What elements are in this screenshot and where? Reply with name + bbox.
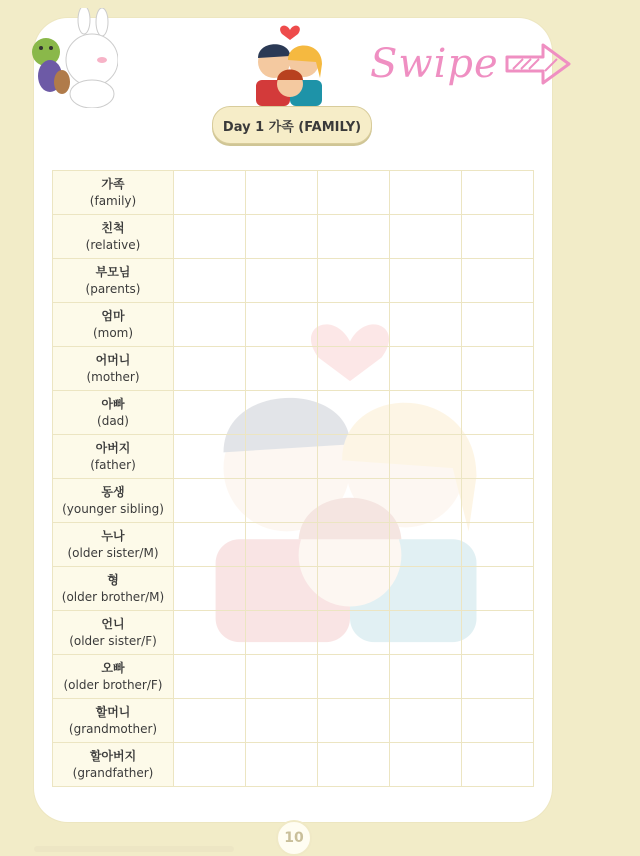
practice-cell	[390, 523, 462, 567]
word-cell	[53, 303, 174, 347]
english-meaning: (father)	[90, 457, 136, 472]
korean-word: 엄마	[101, 308, 125, 323]
practice-cell	[390, 303, 462, 347]
word-cell	[53, 655, 174, 699]
practice-cell	[462, 611, 534, 655]
table-row	[53, 743, 534, 787]
practice-cell	[318, 743, 390, 787]
table-row	[53, 259, 534, 303]
practice-cell	[318, 435, 390, 479]
english-meaning: (relative)	[85, 237, 141, 252]
practice-cell	[462, 171, 534, 215]
practice-cell	[174, 699, 246, 743]
practice-cell	[462, 215, 534, 259]
practice-cell	[246, 215, 318, 259]
word-cell	[53, 347, 174, 391]
practice-cell	[390, 435, 462, 479]
english-meaning: (dad)	[97, 413, 129, 428]
practice-cell	[246, 699, 318, 743]
practice-cell	[318, 523, 390, 567]
english-meaning: (older sister/F)	[69, 633, 157, 648]
word-cell	[53, 171, 174, 215]
practice-cell	[390, 699, 462, 743]
practice-cell	[246, 391, 318, 435]
table-row	[53, 435, 534, 479]
korean-word: 아빠	[101, 396, 125, 411]
word-cell	[53, 699, 174, 743]
word-cell	[53, 611, 174, 655]
word-cell	[53, 215, 174, 259]
korean-word: 가족	[101, 176, 125, 191]
korean-word: 형	[107, 572, 119, 587]
table-row	[53, 347, 534, 391]
vocabulary-practice-table	[52, 170, 534, 787]
korean-word: 아버지	[95, 440, 131, 455]
practice-cell	[318, 611, 390, 655]
word-cell	[53, 567, 174, 611]
practice-cell	[318, 303, 390, 347]
english-meaning: (grandmother)	[68, 721, 158, 736]
korean-word: 누나	[101, 528, 125, 543]
practice-cell	[318, 655, 390, 699]
korean-word: 부모님	[95, 264, 131, 279]
practice-cell	[390, 215, 462, 259]
english-meaning: (family)	[89, 193, 137, 208]
practice-cell	[318, 391, 390, 435]
arrow-right-icon	[503, 41, 573, 87]
practice-cell	[246, 479, 318, 523]
practice-cell	[462, 259, 534, 303]
practice-cell	[462, 655, 534, 699]
practice-cell	[318, 171, 390, 215]
practice-cell	[318, 259, 390, 303]
word-cell	[53, 435, 174, 479]
page-number: 10	[276, 820, 312, 856]
english-meaning: (younger sibling)	[62, 501, 164, 516]
korean-word: 친척	[101, 220, 125, 235]
practice-cell	[246, 611, 318, 655]
practice-cell	[174, 435, 246, 479]
english-meaning: (grandfather)	[72, 765, 154, 780]
practice-cell	[318, 699, 390, 743]
practice-cell	[462, 523, 534, 567]
practice-cell	[318, 567, 390, 611]
swipe-label: Swipe	[370, 41, 499, 87]
practice-cell	[462, 391, 534, 435]
practice-cell	[246, 523, 318, 567]
practice-cell	[462, 567, 534, 611]
korean-word: 할아버지	[89, 748, 137, 763]
practice-cell	[174, 347, 246, 391]
practice-cell	[390, 743, 462, 787]
practice-cell	[174, 215, 246, 259]
practice-cell	[318, 479, 390, 523]
practice-cell	[390, 479, 462, 523]
practice-cell	[390, 259, 462, 303]
korean-word: 어머니	[95, 352, 131, 367]
practice-cell	[390, 391, 462, 435]
practice-cell	[390, 611, 462, 655]
english-meaning: (parents)	[85, 281, 141, 296]
table-row	[53, 303, 534, 347]
table-row	[53, 655, 534, 699]
swipe-hint	[370, 34, 573, 94]
table-row	[53, 699, 534, 743]
korean-word: 언니	[101, 616, 125, 631]
practice-cell	[174, 171, 246, 215]
mascot-illustration	[26, 8, 118, 108]
english-meaning: (mother)	[86, 369, 140, 384]
table-row	[53, 523, 534, 567]
practice-cell	[174, 655, 246, 699]
practice-cell	[462, 435, 534, 479]
practice-cell	[246, 435, 318, 479]
english-meaning: (older sister/M)	[67, 545, 159, 560]
practice-cell	[390, 347, 462, 391]
practice-cell	[390, 171, 462, 215]
practice-cell	[174, 567, 246, 611]
korean-word: 오빠	[101, 660, 125, 675]
korean-word: 동생	[101, 484, 125, 499]
practice-cell	[462, 743, 534, 787]
practice-cell	[462, 303, 534, 347]
word-cell	[53, 479, 174, 523]
english-meaning: (older brother/F)	[63, 677, 163, 692]
footer-strip	[34, 846, 234, 852]
table-row	[53, 611, 534, 655]
word-cell	[53, 391, 174, 435]
practice-cell	[246, 567, 318, 611]
family-illustration	[250, 22, 330, 108]
korean-word: 할머니	[95, 704, 131, 719]
practice-cell	[462, 479, 534, 523]
practice-cell	[174, 523, 246, 567]
table-row	[53, 171, 534, 215]
word-cell	[53, 259, 174, 303]
word-cell	[53, 743, 174, 787]
practice-cell	[318, 347, 390, 391]
table-row	[53, 215, 534, 259]
practice-cell	[246, 655, 318, 699]
english-meaning: (mom)	[92, 325, 134, 340]
practice-cell	[462, 699, 534, 743]
practice-cell	[174, 391, 246, 435]
practice-cell	[318, 215, 390, 259]
table-row	[53, 391, 534, 435]
practice-cell	[390, 567, 462, 611]
table-row	[53, 567, 534, 611]
practice-cell	[246, 303, 318, 347]
practice-cell	[174, 303, 246, 347]
practice-cell	[246, 347, 318, 391]
english-meaning: (older brother/M)	[61, 589, 165, 604]
page-title: Day 1 가족 (FAMILY)	[212, 106, 372, 144]
practice-cell	[246, 259, 318, 303]
table-row	[53, 479, 534, 523]
practice-cell	[174, 743, 246, 787]
word-cell	[53, 523, 174, 567]
practice-cell	[246, 743, 318, 787]
practice-cell	[174, 479, 246, 523]
practice-cell	[462, 347, 534, 391]
practice-cell	[174, 259, 246, 303]
practice-cell	[390, 655, 462, 699]
practice-cell	[246, 171, 318, 215]
practice-cell	[174, 611, 246, 655]
